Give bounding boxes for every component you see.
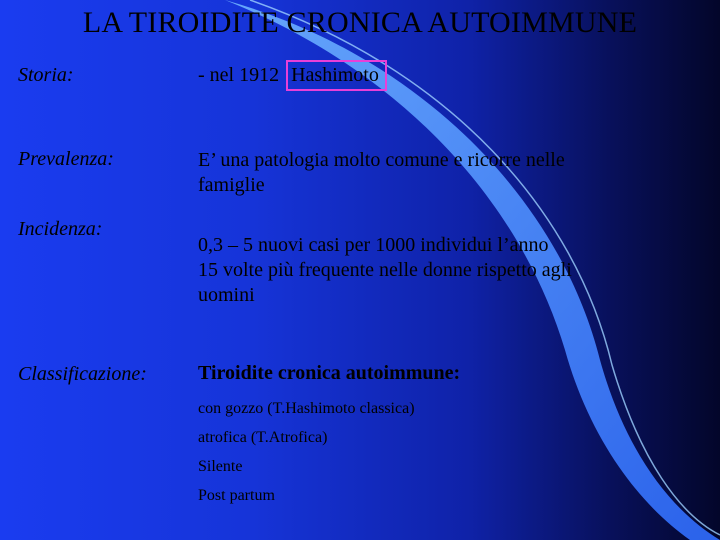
- prevalenza-line: famiglie: [198, 174, 265, 196]
- list-item: con gozzo (T.Hashimoto classica): [198, 400, 415, 417]
- prevalenza-line: E’ una patologia molto comune e ricorre nelle: [198, 149, 565, 171]
- storia-label: Storia:: [18, 64, 74, 86]
- storia-text: [198, 60, 387, 91]
- incidenza-line: 0,3 – 5 nuovi casi per 1000 individui l’anno: [198, 234, 549, 256]
- classificazione-list: [198, 394, 415, 510]
- incidenza-label: Incidenza:: [18, 218, 103, 240]
- hashimoto-highlight-box: Hashimoto: [286, 60, 387, 91]
- list-item: atrofica (T.Atrofica): [198, 429, 328, 446]
- list-item: Post partum: [198, 487, 275, 504]
- classificazione-label: Classificazione:: [18, 363, 147, 385]
- incidenza-text: [198, 233, 572, 308]
- classificazione-heading: Tiroidite cronica autoimmune:: [198, 362, 461, 384]
- incidenza-line: 15 volte più frequente nelle donne rispetto agli: [198, 259, 572, 281]
- prevalenza-text: [198, 148, 565, 198]
- list-item: Silente: [198, 458, 243, 475]
- slide-title: LA TIROIDITE CRONICA AUTOIMMUNE: [82, 6, 638, 39]
- prevalenza-label: Prevalenza:: [18, 148, 114, 170]
- incidenza-line: uomini: [198, 284, 255, 306]
- storia-prefix: - nel 1912: [198, 64, 280, 86]
